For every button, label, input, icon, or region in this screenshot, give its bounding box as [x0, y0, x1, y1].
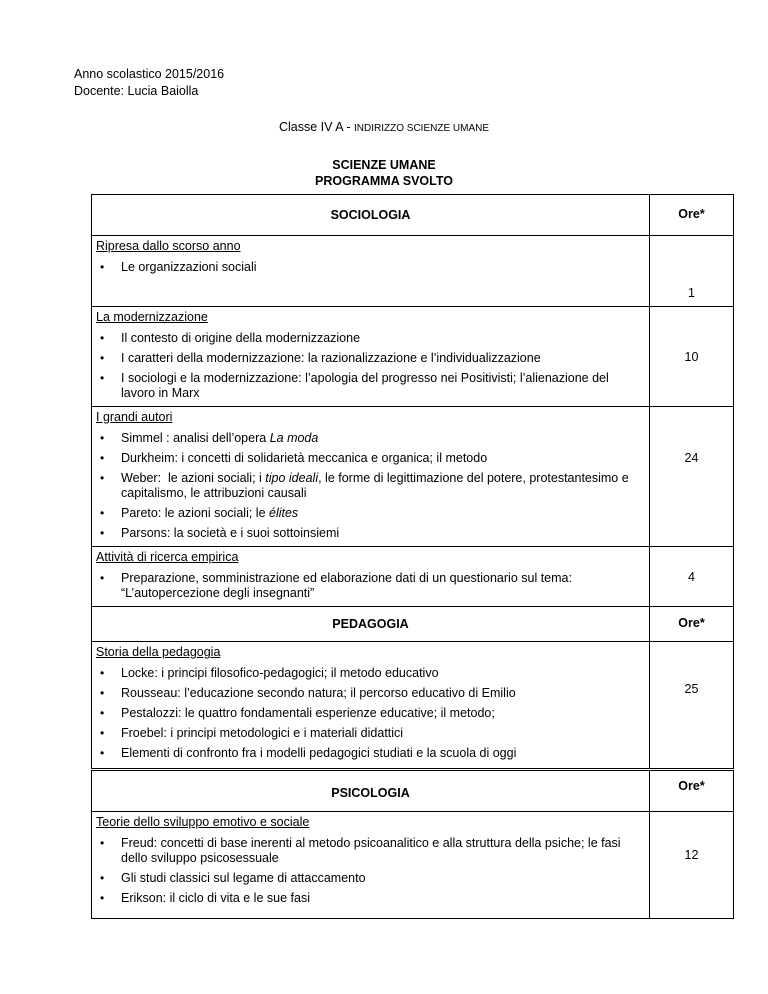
- list-item: • Preparazione, somministrazione ed elaborazione dati di un questionario sul tema: “L’autopercezione degli insegnanti”: [92, 571, 643, 601]
- document-header: [74, 66, 224, 100]
- list-item: • Freud: concetti di base inerenti al metodo psicoanalitico e alla struttura della psiche; le fasi dello sviluppo psicosessuale: [92, 836, 643, 866]
- section-title: Attività di ricerca empirica: [96, 550, 239, 564]
- list-item: • Parsons: la società e i suoi sottoinsiemi: [92, 526, 643, 541]
- subject-title: SCIENZE UMANE: [332, 158, 436, 172]
- section-title: La modernizzazione: [96, 310, 208, 324]
- hours-value: 1: [650, 236, 734, 307]
- section-title: Storia della pedagogia: [96, 645, 221, 659]
- list-item: • Gli studi classici sul legame di attaccamento: [92, 871, 643, 886]
- ore-header: Ore*: [650, 607, 734, 642]
- program-table-1: [91, 194, 734, 769]
- section-title: Ripresa dallo scorso anno: [96, 239, 241, 253]
- section-row: [92, 236, 734, 307]
- hours-value: 24: [650, 407, 734, 547]
- list-item: • Simmel : analisi dell’opera La moda: [92, 431, 643, 446]
- class-label: Classe IV A -: [278, 120, 354, 134]
- program-title: PROGRAMMA SVOLTO: [315, 174, 453, 188]
- list-item: • Rousseau: l’educazione secondo natura; il percorso educativo di Emilio: [92, 686, 643, 701]
- teacher: Docente: Lucia Baiolla: [74, 84, 199, 98]
- school-year: Anno scolastico 2015/2016: [74, 67, 225, 81]
- section-row: [92, 307, 734, 407]
- list-item: • Erikson: il ciclo di vita e le sue fasi: [92, 891, 643, 906]
- list-item: • Il contesto di origine della modernizzazione: [92, 331, 643, 346]
- section-title: Teorie dello sviluppo emotivo e sociale: [96, 815, 310, 829]
- section-row: [92, 812, 734, 919]
- hours-value: 12: [650, 812, 734, 919]
- sociologia-heading: SOCIOLOGIA: [92, 195, 650, 236]
- hours-value: 25: [650, 642, 734, 769]
- hours-value: 4: [650, 547, 734, 607]
- list-item: • Locke: i principi filosofico-pedagogici; il metodo educativo: [92, 666, 643, 681]
- track-label: INDIRIZZO SCIENZE UMANE: [354, 123, 490, 134]
- program-table-2: [91, 770, 734, 919]
- pedagogia-heading: PEDAGOGIA: [92, 607, 650, 642]
- list-item: • Weber: le azioni sociali; i tipo ideali, le forme di legittimazione del potere, protestantesimo e capitalismo, le attribuzioni causali: [92, 471, 643, 501]
- section-row: [92, 547, 734, 607]
- list-item: • Froebel: i principi metodologici e i materiali didattici: [92, 726, 643, 741]
- psicologia-heading: PSICOLOGIA: [92, 771, 650, 812]
- hours-value: 10: [650, 307, 734, 407]
- list-item: • Le organizzazioni sociali: [92, 260, 643, 275]
- section-row: [92, 407, 734, 547]
- list-item: • Pestalozzi: le quattro fondamentali esperienze educative; il metodo;: [92, 706, 643, 721]
- list-item: • Pareto: le azioni sociali; le élites: [92, 506, 643, 521]
- list-item: • I caratteri della modernizzazione: la razionalizzazione e l’individualizzazione: [92, 351, 643, 366]
- class-line: [0, 120, 768, 134]
- ore-header: Ore*: [650, 771, 734, 812]
- list-item: • Elementi di confronto fra i modelli pedagogici studiati e la scuola di oggi: [92, 746, 643, 761]
- list-item: • I sociologi e la modernizzazione: l’apologia del progresso nei Positivisti; l’alienazione del lavoro in Marx: [92, 371, 643, 401]
- section-row: [92, 642, 734, 769]
- section-title: I grandi autori: [96, 410, 173, 424]
- list-item: • Durkheim: i concetti di solidarietà meccanica e organica; il metodo: [92, 451, 643, 466]
- ore-header: Ore*: [650, 195, 734, 236]
